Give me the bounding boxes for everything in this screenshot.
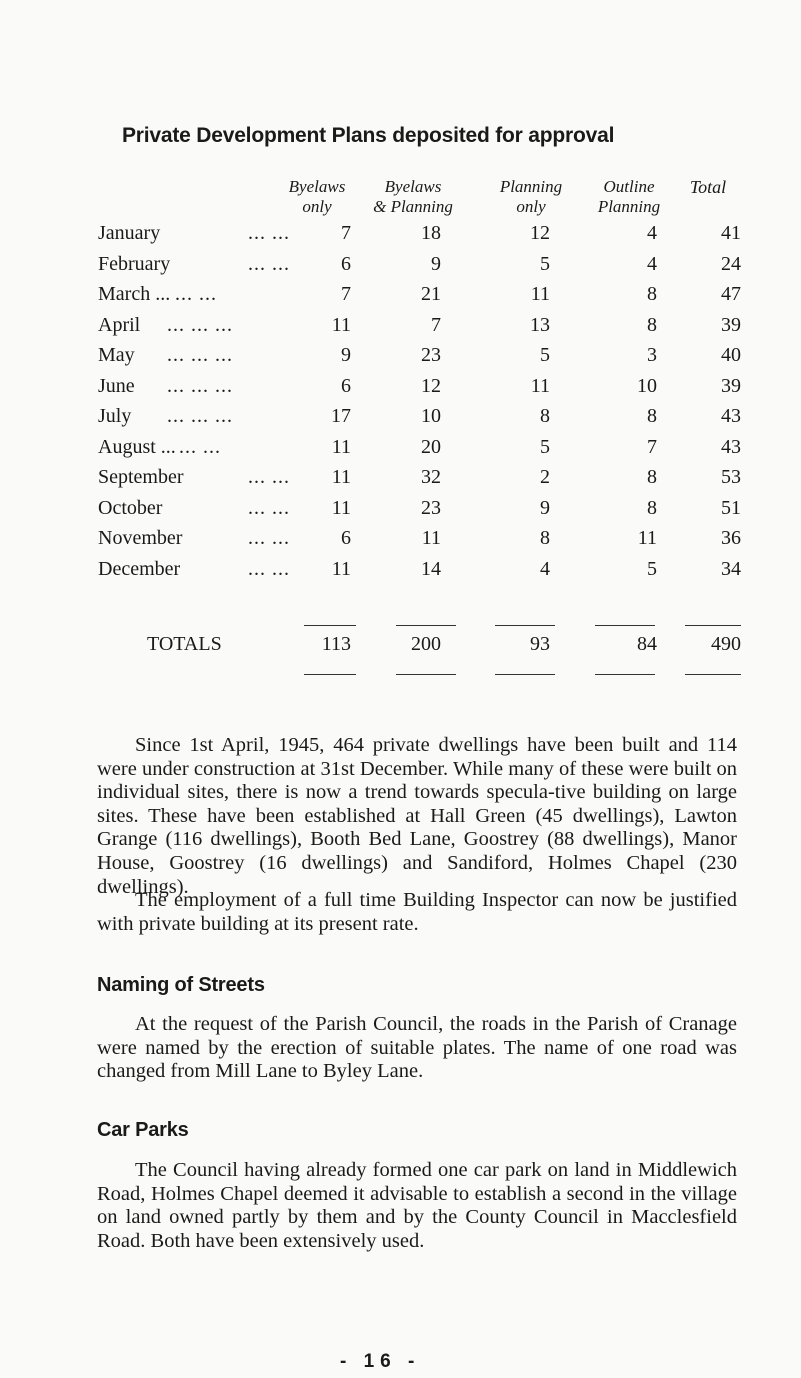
- paragraph-private-dwellings: Since 1st April, 1945, 464 private dwellings have been built and 114 were under construction at 31st December. While many of these were built on individual sites, there is now a trend towards specula-tive building on large sites. These have been established at Hall Green (45 dwellings), Lawton Grange (116 dwellings), Booth Bed Lane, Goostrey (88 dwellings), Manor House, Goostrey (16 dwellings) and Sandiford, Holmes Chapel (230 dwellings).: [97, 734, 737, 898]
- rule-line: [595, 625, 655, 626]
- table-row: [0, 405, 801, 435]
- month-label: October: [98, 496, 163, 519]
- month-label: July: [98, 405, 132, 427]
- month-label: April: [98, 313, 141, 336]
- cell-total: 51: [721, 496, 741, 519]
- table-row: [0, 558, 801, 588]
- month-label: November: [98, 527, 183, 549]
- cell-planning-only: 2: [540, 466, 550, 488]
- cell-byelaws-planning: 11: [421, 527, 441, 549]
- cell-byelaws-planning: 23: [421, 344, 441, 366]
- table-row: [0, 497, 801, 527]
- cell-total: 39: [721, 313, 741, 336]
- cell-byelaws-planning: 21: [421, 283, 441, 305]
- cell-planning-only: 13: [530, 313, 550, 336]
- cell-total: 34: [721, 557, 741, 580]
- rule-line: [595, 674, 655, 675]
- cell-byelaws-planning: 32: [421, 466, 441, 488]
- cell-byelaws-planning: 9: [431, 252, 441, 275]
- leader-dots: ... ... ...: [167, 374, 233, 397]
- cell-byelaws-planning: 12: [421, 374, 441, 397]
- cell-outline-planning: 10: [637, 374, 657, 397]
- cell-byelaws-only: 7: [341, 222, 351, 244]
- month-label: June: [98, 374, 135, 397]
- month-label: August ...: [98, 435, 176, 458]
- cell-byelaws-only: 11: [331, 557, 351, 580]
- table-row: [0, 222, 801, 252]
- leader-dots: ... ... ...: [167, 344, 233, 366]
- leader-dots: ... ...: [248, 496, 290, 519]
- cell-outline-planning: 4: [647, 222, 657, 244]
- cell-outline-planning: 4: [647, 252, 657, 275]
- totals-label: TOTALS: [147, 633, 222, 655]
- table-row: [0, 283, 801, 313]
- cell-byelaws-only: 17: [331, 405, 351, 427]
- cell-planning-only: 8: [540, 405, 550, 427]
- cell-byelaws-planning: 14: [421, 557, 441, 580]
- cell-byelaws-planning: 18: [421, 222, 441, 244]
- cell-byelaws-only: 11: [331, 435, 351, 458]
- cell-byelaws-planning: 10: [421, 405, 441, 427]
- rule-line: [495, 625, 555, 626]
- cell-byelaws-planning: 20: [421, 435, 441, 458]
- leader-dots: ... ...: [179, 435, 221, 458]
- leader-dots: ... ...: [248, 557, 290, 580]
- header-total: Total: [689, 177, 727, 197]
- cell-byelaws-only: 9: [341, 344, 351, 366]
- table-row: [0, 466, 801, 496]
- cell-total: 43: [721, 435, 741, 458]
- cell-outline-planning: 8: [647, 405, 657, 427]
- cell-outline-planning: 7: [647, 435, 657, 458]
- cell-planning-only: 5: [540, 435, 550, 458]
- month-label: March ...: [98, 283, 171, 305]
- cell-byelaws-only: 7: [341, 283, 351, 305]
- cell-total: 24: [721, 252, 741, 275]
- month-label: May: [98, 344, 135, 366]
- rule-line: [304, 625, 356, 626]
- rule-line: [685, 625, 741, 626]
- cell-outline-planning: 8: [647, 466, 657, 488]
- cell-outline-planning: 5: [647, 557, 657, 580]
- rule-line: [396, 674, 456, 675]
- cell-planning-only: 8: [540, 527, 550, 549]
- cell-byelaws-planning: 23: [421, 496, 441, 519]
- total-all: 490: [711, 633, 741, 655]
- header-byelaws-only: Byelaws only: [288, 177, 346, 216]
- cell-outline-planning: 8: [647, 496, 657, 519]
- cell-byelaws-only: 11: [331, 496, 351, 519]
- cell-byelaws-only: 6: [341, 252, 351, 275]
- cell-total: 39: [721, 374, 741, 397]
- page-number: - 16 -: [340, 1351, 421, 1372]
- cell-planning-only: 12: [530, 222, 550, 244]
- table-row: [0, 527, 801, 557]
- cell-byelaws-only: 11: [331, 466, 351, 488]
- table-row: [0, 253, 801, 283]
- cell-total: 40: [721, 344, 741, 366]
- month-label: February: [98, 252, 171, 275]
- cell-byelaws-only: 6: [341, 374, 351, 397]
- cell-total: 47: [721, 283, 741, 305]
- rule-line: [304, 674, 356, 675]
- month-label: December: [98, 557, 181, 580]
- leader-dots: ... ... ...: [167, 313, 233, 336]
- cell-total: 53: [721, 466, 741, 488]
- cell-total: 36: [721, 527, 741, 549]
- total-byelaws-only: 113: [321, 633, 351, 655]
- leader-dots: ... ...: [248, 222, 290, 244]
- totals-row: [0, 633, 801, 663]
- cell-planning-only: 5: [540, 344, 550, 366]
- cell-planning-only: 11: [530, 283, 550, 305]
- cell-outline-planning: 3: [647, 344, 657, 366]
- cell-byelaws-planning: 7: [431, 313, 441, 336]
- cell-outline-planning: 11: [637, 527, 657, 549]
- page-title: Private Development Plans deposited for approval: [122, 124, 615, 147]
- table-row: [0, 344, 801, 374]
- header-outline-planning: Outline Planning: [597, 177, 661, 216]
- total-outline-planning: 84: [637, 633, 657, 655]
- section-heading-car-parks: Car Parks: [97, 1119, 189, 1141]
- paragraph-car-parks: The Council having already formed one car park on land in Middlewich Road, Holmes Chapel deemed it advisable to establish a second in the village on land owned partly by them and by the County Council in Macclesfield Road. Both have been extensively used.: [97, 1159, 737, 1252]
- cell-outline-planning: 8: [647, 313, 657, 336]
- paragraph-naming: At the request of the Parish Council, the roads in the Parish of Cranage were named by the erection of suitable plates. The name of one road was changed from Mill Lane to Byley Lane.: [97, 1013, 737, 1083]
- cell-total: 43: [721, 405, 741, 427]
- header-planning-only: Planning only: [499, 177, 563, 216]
- cell-outline-planning: 8: [647, 283, 657, 305]
- paragraph-building-inspector: The employment of a full time Building Inspector can now be justified with private building at its present rate.: [97, 889, 737, 935]
- total-planning-only: 93: [530, 633, 550, 655]
- total-byelaws-planning: 200: [411, 633, 441, 655]
- leader-dots: ... ...: [248, 252, 290, 275]
- section-heading-naming: Naming of Streets: [97, 974, 265, 996]
- cell-planning-only: 11: [530, 374, 550, 397]
- table-row: [0, 375, 801, 405]
- rule-line: [495, 674, 555, 675]
- cell-byelaws-only: 11: [331, 313, 351, 336]
- cell-planning-only: 4: [540, 557, 550, 580]
- leader-dots: ... ... ...: [167, 405, 233, 427]
- rule-line: [396, 625, 456, 626]
- leader-dots: ... ...: [248, 527, 290, 549]
- cell-total: 41: [721, 222, 741, 244]
- rule-line: [685, 674, 741, 675]
- header-byelaws-planning: Byelaws & Planning: [373, 177, 453, 216]
- table-row: [0, 314, 801, 344]
- leader-dots: ... ...: [248, 466, 290, 488]
- cell-planning-only: 9: [540, 496, 550, 519]
- cell-byelaws-only: 6: [341, 527, 351, 549]
- table-row: [0, 436, 801, 466]
- month-label: January: [98, 222, 161, 244]
- cell-planning-only: 5: [540, 252, 550, 275]
- month-label: September: [98, 466, 184, 488]
- leader-dots: ... ...: [175, 283, 217, 305]
